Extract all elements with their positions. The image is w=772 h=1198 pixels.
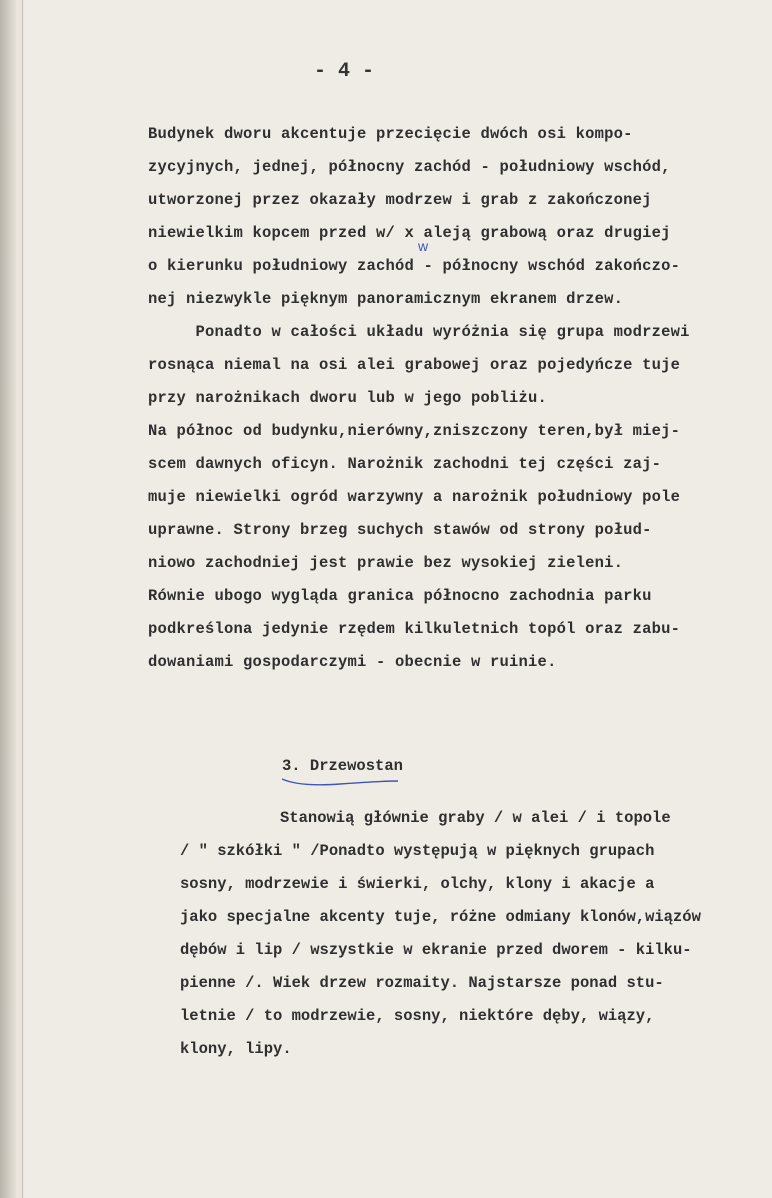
handwritten-underline-mark <box>280 775 400 789</box>
p2-line-1: Stanowią głównie graby / w alei / i topole <box>280 809 671 827</box>
p1-line-9: przy narożnikach dworu lub w jego pobliżu. <box>148 389 548 407</box>
page-number: - 4 - <box>313 60 374 83</box>
paragraph-1 <box>148 118 768 679</box>
page-fold-line <box>22 0 23 1198</box>
p1-line-3: utworzonej przez okazały modrzew i grab z zakończonej <box>148 191 652 209</box>
p1-line-17: dowaniami gospodarczymi - obecnie w ruinie. <box>148 653 557 671</box>
p1-line-12: muje niewielki ogród warzywny a narożnik południowy pole <box>148 488 681 506</box>
p1-line-4: niewielkim kopcem przed w/ x aleją grabową oraz drugiej <box>148 224 671 242</box>
p2-line-2: / " szkółki " /Ponadto występują w pięknych grupach <box>180 842 655 860</box>
p1-line-16: podkreślona jedynie rzędem kilkuletnich topól oraz zabu- <box>148 620 681 638</box>
p1-line-15: Równie ubogo wygląda granica północno zachodnia parku <box>148 587 652 605</box>
handwritten-correction-mark: w <box>418 238 429 254</box>
scan-binding-edge <box>0 0 16 1198</box>
p2-line-5: dębów i lip / wszystkie w ekranie przed dworem - kilku- <box>180 941 692 959</box>
p1-line-10: Na północ od budynku,nierówny,zniszczony teren,był miej- <box>148 422 681 440</box>
paragraph-2 <box>180 802 772 1066</box>
p1-line-5: o kierunku południowy zachód - północny wschód zakończo- <box>148 257 681 275</box>
p1-line-13: uprawne. Strony brzeg suchych stawów od strony połud- <box>148 521 652 539</box>
p1-line-2: zycyjnych, jednej, północny zachód - południowy wschód, <box>148 158 671 176</box>
p1-line-1: Budynek dworu akcentuje przecięcie dwóch osi kompo- <box>148 125 633 143</box>
p1-line-14: niowo zachodniej jest prawie bez wysokiej zieleni. <box>148 554 624 572</box>
p2-line-8: klony, lipy. <box>180 1040 292 1058</box>
p1-line-7: Ponadto w całości układu wyróżnia się grupa modrzewi <box>148 323 690 341</box>
section-heading: 3. Drzewostan <box>282 757 403 775</box>
p2-line-7: letnie / to modrzewie, sosny, niektóre dęby, wiązy, <box>180 1007 655 1025</box>
p2-line-6: pienne /. Wiek drzew rozmaity. Najstarsze ponad stu- <box>180 974 664 992</box>
p1-line-11: scem dawnych oficyn. Narożnik zachodni tej części zaj- <box>148 455 662 473</box>
typed-page <box>24 0 772 1198</box>
p2-line-3: sosny, modrzewie i świerki, olchy, klony i akacje a <box>180 875 655 893</box>
p1-line-6: nej niezwykle pięknym panoramicznym ekranem drzew. <box>148 290 624 308</box>
p2-line-4: jako specjalne akcenty tuje, różne odmiany klonów,wiązów <box>180 908 701 926</box>
p1-line-8: rosnąca niemal na osi alei grabowej oraz pojedyńcze tuje <box>148 356 681 374</box>
